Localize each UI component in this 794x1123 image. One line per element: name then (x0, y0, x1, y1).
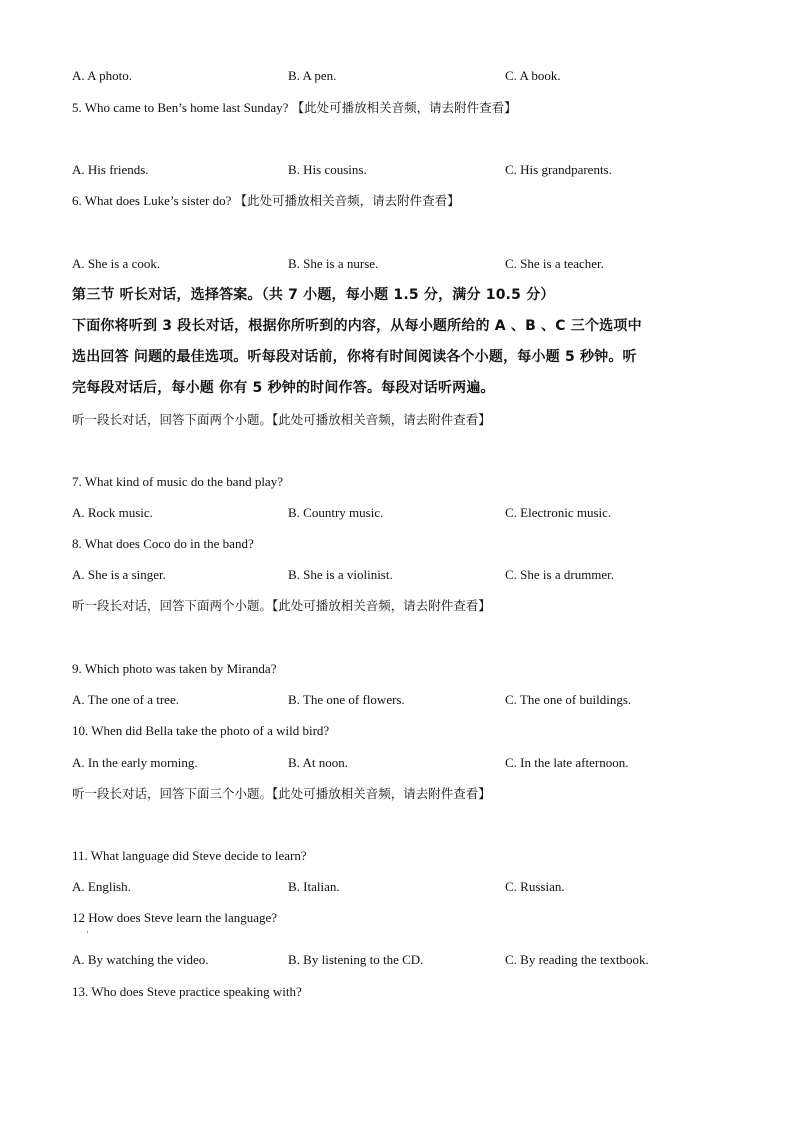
q8-option-b: B. She is a violinist. (288, 567, 393, 582)
q7-question: 7. What kind of music do the band play? (72, 474, 283, 489)
q5-option-b: B. His cousins. (288, 162, 367, 177)
q10-question: 10. When did Bella take the photo of a wild bird? (72, 723, 330, 738)
q11-question: 11. What language did Steve decide to learn? (72, 848, 307, 863)
q10-option-a: A. In the early morning. (72, 755, 198, 770)
q8-question: 8. What does Coco do in the band? (72, 536, 254, 551)
q5-option-a: A. His friends. (72, 162, 149, 177)
q9-option-a: A. The one of a tree. (72, 692, 179, 707)
q5-option-c: C. His grandparents. (505, 162, 612, 177)
dialog1-audio-note[interactable]: 听一段长对话，回答下面两个小题。【此处可播放相关音频，请去附件查看】 (72, 412, 491, 427)
q8-option-c: C. She is a drummer. (505, 567, 615, 582)
q6-question: 6. What does Luke’s sister do? (72, 193, 232, 208)
q11-option-b: B. Italian. (288, 879, 340, 894)
q4-option-b: B. A pen. (288, 68, 337, 83)
dialog2-audio-note[interactable]: 听一段长对话，回答下面两个小题。【此处可播放相关音频，请去附件查看】 (72, 598, 491, 613)
q6-option-a: A. She is a cook. (72, 256, 161, 271)
dialog3-audio-note[interactable]: 听一段长对话，回答下面三个小题。【此处可播放相关音频，请去附件查看】 (72, 786, 491, 801)
section3-instruction-2: 选出回答 问题的最佳选项。听每段对话前，你将有时间阅读各个小题，每小题 5 秒钟。听 (72, 349, 637, 365)
q6-audio-link[interactable]: 【此处可播放相关音频，请去附件查看】 (234, 193, 460, 208)
stray-dot-mark: · (86, 927, 89, 937)
q6-option-b: B. She is a nurse. (288, 256, 379, 271)
q7-option-a: A. Rock music. (72, 505, 153, 520)
q12-option-a: A. By watching the video. (72, 952, 209, 967)
q12-question: 12 How does Steve learn the language? (72, 910, 278, 925)
section3-instruction-3: 完每段对话后，每小题 你有 5 秒钟的时间作答。每段对话听两遍。 (72, 380, 495, 396)
q10-option-b: B. At noon. (288, 755, 348, 770)
q6-question-line (72, 193, 460, 209)
q13-question: 13. Who does Steve practice speaking with? (72, 984, 302, 999)
q5-question: 5. Who came to Ben’s home last Sunday? (72, 100, 289, 115)
q4-option-c: C. A book. (505, 68, 561, 83)
q4-option-a: A. A photo. (72, 68, 132, 83)
q10-option-c: C. In the late afternoon. (505, 755, 629, 770)
section3-instruction-1: 下面你将听到 3 段长对话，根据你所听到的内容，从每小题所给的 A 、B 、C 三个选项中 (72, 318, 642, 334)
q7-option-c: C. Electronic music. (505, 505, 612, 520)
q9-option-b: B. The one of flowers. (288, 692, 405, 707)
section3-title: 第三节 听长对话，选择答案。（共 7 小题，每小题 1.5 分，满分 10.5 分） (72, 287, 555, 303)
q11-option-c: C. Russian. (505, 879, 565, 894)
q7-option-b: B. Country music. (288, 505, 384, 520)
q12-option-b: B. By listening to the CD. (288, 952, 424, 967)
q5-question-line (72, 100, 517, 116)
q12-option-c: C. By reading the textbook. (505, 952, 649, 967)
q9-option-c: C. The one of buildings. (505, 692, 632, 707)
q5-audio-link[interactable]: 【此处可播放相关音频，请去附件查看】 (291, 100, 517, 115)
q8-option-a: A. She is a singer. (72, 567, 166, 582)
q9-question: 9. Which photo was taken by Miranda? (72, 661, 277, 676)
q6-option-c: C. She is a teacher. (505, 256, 604, 271)
q11-option-a: A. English. (72, 879, 131, 894)
